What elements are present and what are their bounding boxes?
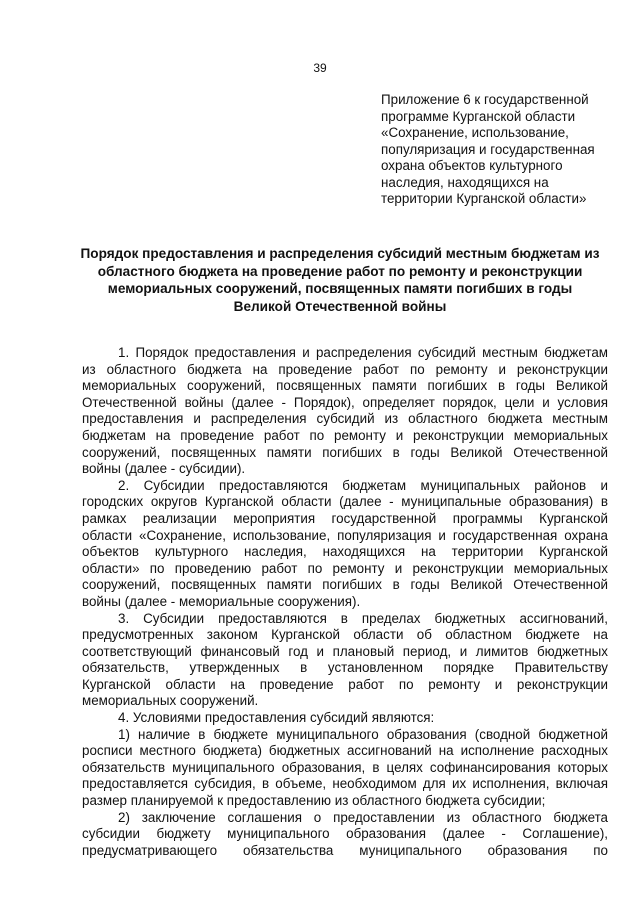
document-title [60, 245, 620, 315]
body-line: из областного бюджета на проведение работ по ремонту и реконструкции [82, 361, 608, 377]
body-line: 3. Субсидии предоставляются в пределах бюджетных ассигнований, [118, 610, 608, 626]
body-line: городских округов Курганской области (далее - муниципальные образования) в [82, 494, 608, 510]
body-line: соответствующий финансовый год и плановый период, и лимитов бюджетных [82, 643, 608, 659]
title-line: областного бюджета на проведение работ по ремонту и реконструкции [97, 263, 583, 279]
body-line: предоставляется субсидия, в объеме, необходимом для их исполнения, включая [82, 776, 608, 792]
page-number: 39 [313, 61, 327, 75]
document-body [82, 345, 608, 859]
appendix-line: популяризация и государственная [381, 141, 595, 157]
body-line: мемориальных сооружений, посвященных памяти погибших в годы Великой [82, 378, 608, 394]
body-line: обязательств, утвержденных в установленном порядке Правительству [82, 660, 608, 676]
body-line: 1) наличие в бюджете муниципального образования (сводной бюджетной [118, 726, 608, 742]
body-line: Курганской области на проведение работ по ремонту и реконструкции [82, 676, 608, 692]
appendix-line: охрана объектов культурного [381, 158, 563, 173]
body-line: мемориальных сооружений. [82, 693, 259, 709]
body-line: 2. Субсидии предоставляются бюджетам муниципальных районов и [118, 477, 608, 493]
body-line: предусматривающего обязательства муниципального образования по [82, 842, 608, 858]
body-line: 4. Условиями предоставления субсидий являются: [118, 710, 435, 726]
appendix-note [381, 92, 621, 208]
appendix-line: Приложение 6 к государственной [381, 92, 589, 107]
body-line: бюджетам на проведение работ по ремонту и реконструкции мемориальных [82, 427, 608, 443]
body-line: 2) заключение соглашения о предоставлении из областного бюджета [118, 809, 608, 825]
body-line: войны (далее - мемориальные сооружения). [82, 593, 361, 609]
title-line: Великой Отечественной войны [233, 298, 447, 314]
body-line: сооружений, посвященных памяти погибших в годы Великой Отечественной [82, 444, 608, 460]
body-line: обязательств муниципального образования, в целях софинансирования которых [82, 759, 608, 775]
appendix-line: наследия, находящихся на [381, 174, 549, 190]
body-line: рамках реализации мероприятия государственной программы Курганской [82, 510, 608, 526]
body-line: 1. Порядок предоставления и распределения субсидий местным бюджетам [118, 345, 608, 360]
body-line: области «Сохранение, использование, популяризация и государственная охрана [82, 527, 608, 543]
body-line: войны (далее - субсидии). [82, 461, 246, 477]
title-line: мемориальных сооружений, посвященных памяти погибших в годы [107, 281, 573, 296]
body-line: росписи местного бюджета) бюджетных ассигнований на исполнение расходных [82, 743, 608, 759]
body-line: области» по проведению работ по ремонту и реконструкции мемориальных [82, 560, 608, 576]
appendix-line: территории Курганской области» [381, 191, 587, 206]
title-line: Порядок предоставления и распределения субсидий местным бюджетам из [80, 246, 600, 261]
body-line: предоставления и распределения субсидий из областного бюджета местным [82, 411, 608, 427]
body-line: размер планируемой к предоставлению из областного бюджета субсидии; [82, 793, 546, 809]
body-line: субсидии бюджету муниципального образования (далее - Соглашение), [82, 826, 608, 842]
appendix-line: «Сохранение, использование, [381, 125, 569, 140]
body-line: сооружений, посвященных памяти погибших в годы Великой Отечественной [82, 577, 608, 593]
body-line: предусмотренных законом Курганской области об областном бюджете на [82, 627, 608, 643]
body-line: Отечественной войны (далее - Порядок), определяет порядок, цели и условия [82, 394, 608, 410]
body-line: объектов культурного наследия, находящихся на территории Курганской [82, 544, 608, 560]
appendix-line: программе Курганской области [381, 108, 576, 124]
